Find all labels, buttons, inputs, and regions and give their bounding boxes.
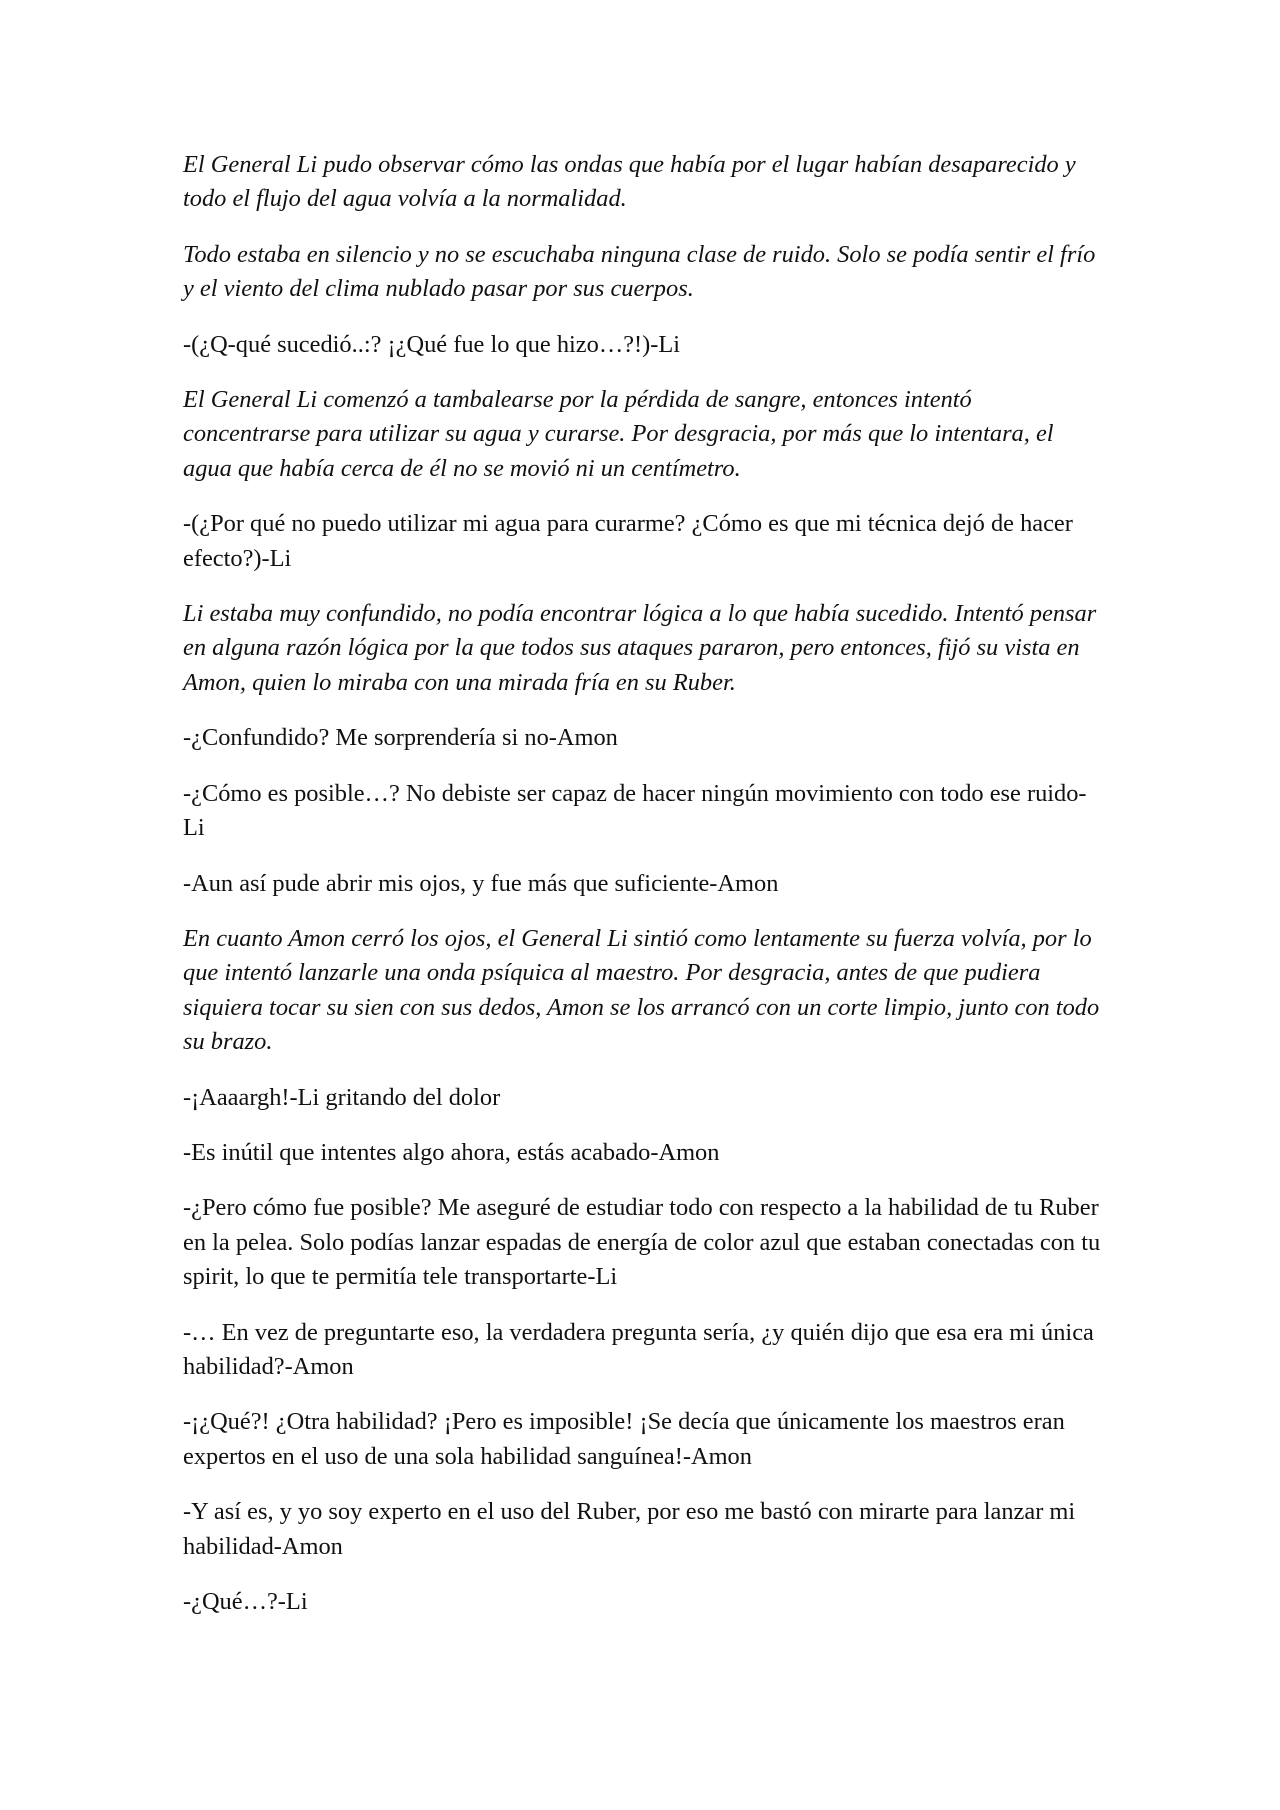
dialogue-line: -(¿Por qué no puedo utilizar mi agua para curarme? ¿Cómo es que mi técnica dejó de hacer efecto?)-Li (183, 510, 1073, 572)
dialogue-line: -Aun así pude abrir mis ojos, y fue más que suficiente-Amon (183, 869, 779, 897)
narration-paragraph: Li estaba muy confundido, no podía encontrar lógica a lo que había sucedido. Intentó pensar en alguna razón lógica por la que todos sus ataques pararon, pero entonces, fijó su vista en Amon, quien lo miraba con una mirada fría en su Ruber. (183, 600, 1097, 696)
dialogue-line: -¿Qué…?-Li (183, 1588, 308, 1615)
narration-paragraph: El General Li comenzó a tambalearse por la pérdida de sangre, entonces intentó concentrarse para utilizar su agua y curarse. Por desgracia, por más que lo intentara, el agua que había cerca de él no se movió ni un centímetro. (183, 386, 1054, 482)
dialogue-line: -(¿Q-qué sucedió..:? ¡¿Qué fue lo que hizo…?!)-Li (183, 330, 681, 358)
narration-paragraph: Todo estaba en silencio y no se escuchaba ninguna clase de ruido. Solo se podía sentir el frío y el viento del clima nublado pasar por sus cuerpos. (183, 240, 1096, 303)
dialogue-line: -¡¿Qué?! ¿Otra habilidad? ¡Pero es imposible! ¡Se decía que únicamente los maestros eran expertos en el uso de una sola habilidad sanguínea!-Amon (183, 1408, 1065, 1470)
dialogue-line: -¿Cómo es posible…? No debiste ser capaz de hacer ningún movimiento con todo ese ruido-Li (183, 779, 1087, 842)
dialogue-line: -… En vez de preguntarte eso, la verdadera pregunta sería, ¿y quién dijo que esa era mi única habilidad?-Amon (183, 1318, 1094, 1380)
dialogue-line: -¡Aaaargh!-Li gritando del dolor (183, 1083, 501, 1111)
dialogue-line: -¿Confundido? Me sorprendería si no-Amon (183, 724, 618, 752)
dialogue-line: -¿Pero cómo fue posible? Me aseguré de estudiar todo con respecto a la habilidad de tu Ruber en la pelea. Solo podías lanzar espadas de energía de color azul que estaban conectadas con tu spirit, lo que te permitía tele transportarte-Li (183, 1194, 1101, 1291)
dialogue-line: -Es inútil que intentes algo ahora, estás acabado-Amon (183, 1138, 720, 1166)
narration-paragraph: En cuanto Amon cerró los ojos, el General Li sintió como lentamente su fuerza volvía, por lo que intentó lanzarle una onda psíquica al maestro. Por desgracia, antes de que pudiera siquiera tocar su sien con sus dedos, Amon se los arrancó con un corte limpio, junto con todo su brazo. (183, 924, 1100, 1056)
document-body (183, 148, 1103, 1640)
dialogue-line: -Y así es, y yo soy experto en el uso del Ruber, por eso me bastó con mirarte para lanzar mi habilidad-Amon (183, 1498, 1076, 1560)
narration-paragraph: El General Li pudo observar cómo las ondas que había por el lugar habían desaparecido y todo el flujo del agua volvía a la normalidad. (183, 151, 1076, 213)
